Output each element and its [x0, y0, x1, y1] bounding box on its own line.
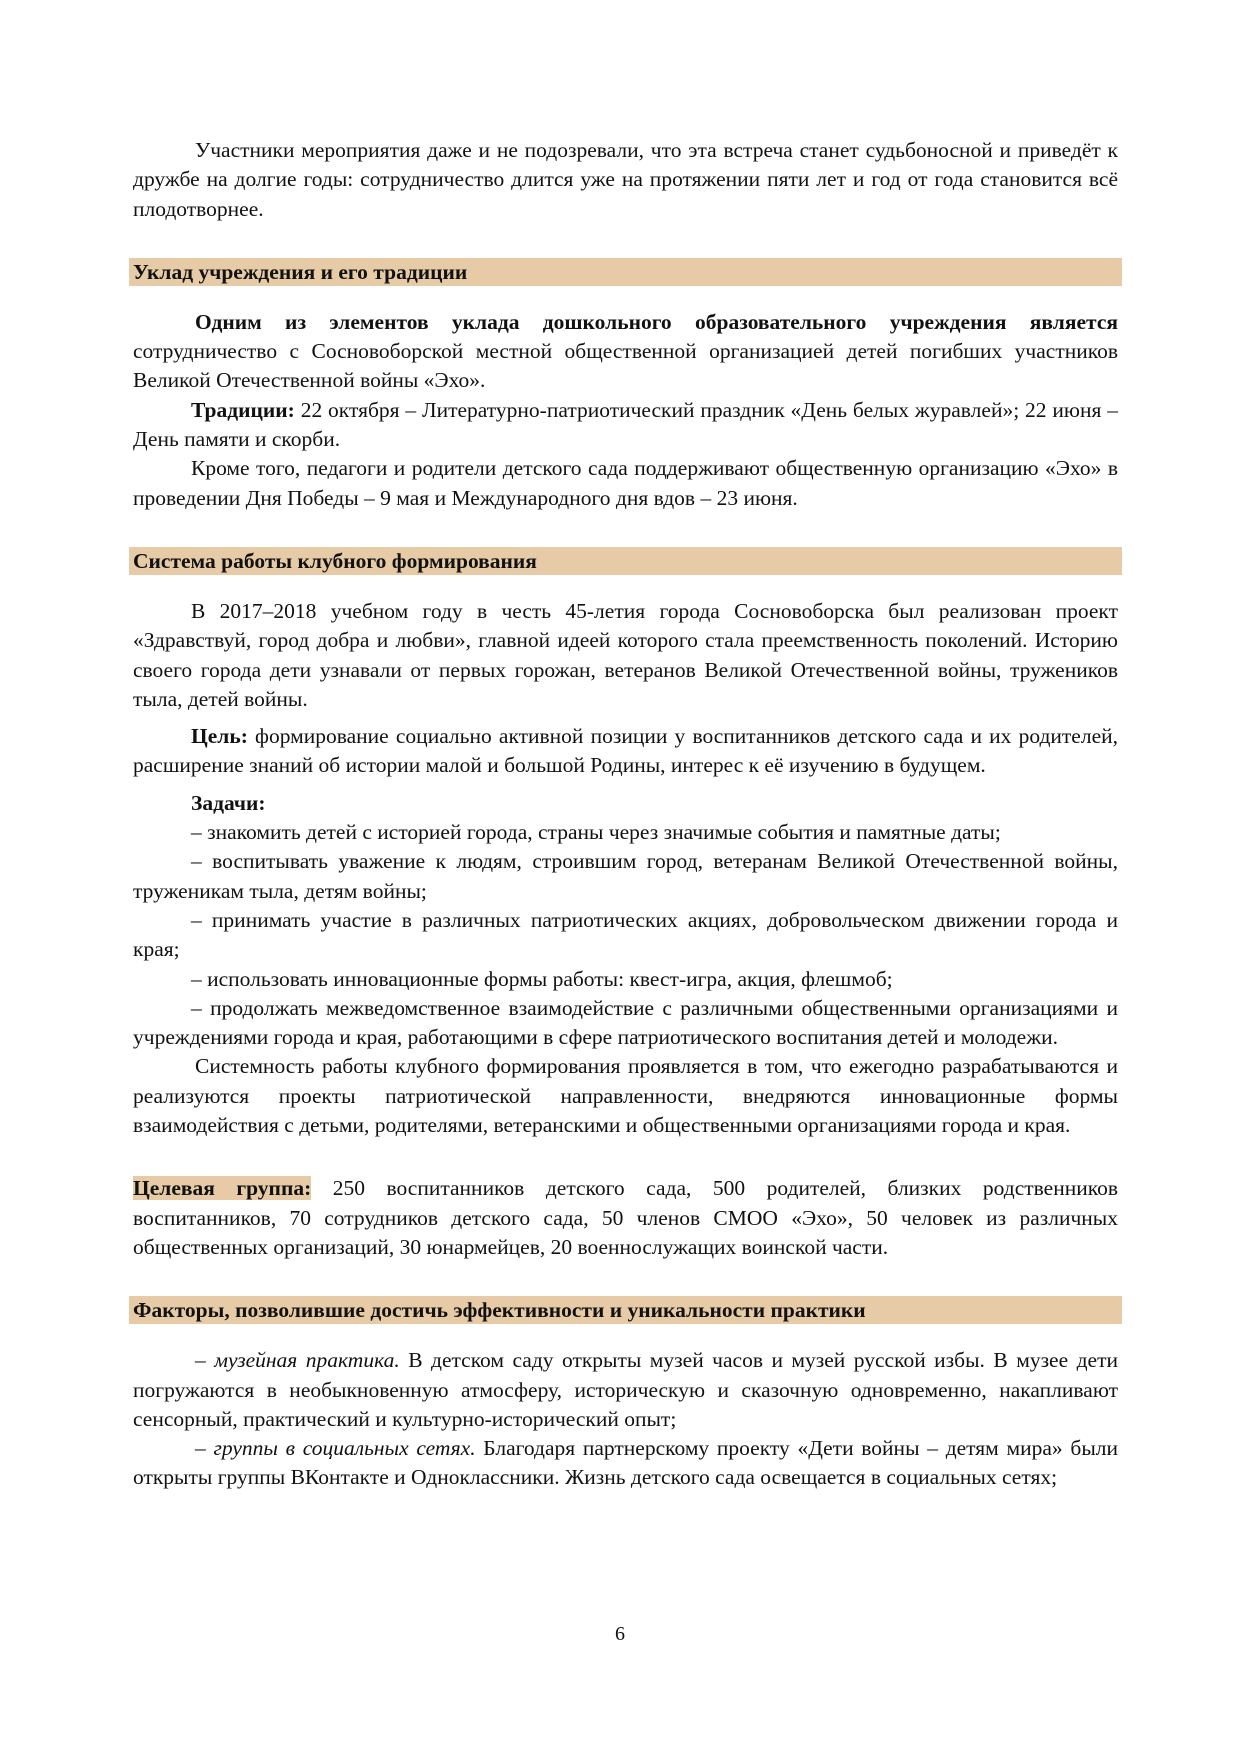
section-heading-club-system: Система работы клубного формирования	[129, 547, 1122, 575]
task-item: – использовать инновационные формы работы: квест-игра, акция, флешмоб;	[191, 966, 893, 991]
section-heading-traditions: Уклад учреждения и его традиции	[129, 258, 1122, 286]
paragraph-project: В 2017–2018 учебном году в честь 45-летия города Сосновоборска был реализован проект «Здравствуй, город добра и любви», главной идеей которого стала преемственность поколений. Историю своего города дети узнавали от первых горожан, ветеранов Великой Отечественной войны, тружеников тыла, детей войны.	[133, 598, 1118, 711]
factor-item	[133, 1434, 1118, 1493]
task-item: – принимать участие в различных патриотических акциях, добровольческом движении города и края;	[133, 907, 1118, 962]
dash: –	[195, 1348, 215, 1373]
page-number: 6	[615, 1623, 625, 1645]
factor-item	[133, 1346, 1118, 1434]
text: сотрудничество с Сосновоборской местной общественной организацией детей погибших участников Великой Отечественной войны «Эхо».	[133, 339, 1118, 393]
dash: –	[195, 1436, 214, 1461]
factor-title: группы в социальных сетях.	[213, 1436, 476, 1461]
paragraph-uklad	[133, 308, 1118, 396]
text: формирование социально активной позиции у воспитанников детского сада и их родителей, расширение знаний об истории малой и большой Родины, интерес к её изучению в будущем.	[133, 724, 1118, 778]
goal-label: Цель:	[191, 724, 248, 749]
intro-paragraph: Участники мероприятия даже и не подозревали, что эта встреча станет судьбоносной и приведёт к дружбе на долгие годы: сотрудничество длится уже на протяжении пяти лет и год от года становится всё плодотворнее.	[133, 138, 1118, 221]
target-group-label: Целевая группа:	[133, 1176, 312, 1201]
text: 22 октября – Литературно-патриотический праздник «День белых журавлей»; 22 июня – День памяти и скорби.	[133, 397, 1118, 452]
document-page	[133, 136, 1118, 1493]
tasks-label	[133, 789, 1118, 818]
section-heading-factors: Факторы, позволившие достичь эффективности и уникальности практики	[129, 1296, 1122, 1324]
bold-lead: Одним из элементов уклада дошкольного образовательного учреждения является	[195, 309, 1118, 334]
paragraph-system: Системность работы клубного формирования проявляется в том, что ежегодно разрабатываются и реализуются проекты патриотической направленности, внедряются инновационные формы взаимодействия с детьми, родителями, ветеранскими и общественными организациями города и края.	[133, 1054, 1118, 1138]
text: 250 воспитанников детского сада, 500 родителей, близких родственников воспитанников, 70 сотрудников детского сада, 50 членов СМОО «Эхо», 50 человек из различных общественных организаций, 30 юнармейцев, 20 военнослужащих воинской части.	[133, 1176, 1118, 1259]
text: В детском саду открыты музей часов и музей русской избы. В музее дети погружаются в необыкновенную атмосферу, историческую и сказочную одновременно, накапливают сенсорный, практический и культурно-исторический опыт;	[133, 1348, 1118, 1431]
task-item: – воспитывать уважение к людям, строившим город, ветеранам Великой Отечественной войны, труженикам тыла, детям войны;	[133, 849, 1118, 903]
paragraph-support: Кроме того, педагоги и родители детского сада поддерживают общественную организацию «Эхо» в проведении Дня Победы – 9 мая и Международного дня вдов – 23 июня.	[133, 456, 1118, 510]
task-item: – знакомить детей с историей города, страны через значимые события и памятные даты;	[191, 820, 1001, 845]
tasks-heading: Задачи:	[191, 790, 266, 815]
paragraph-goal	[133, 722, 1118, 781]
text: Благодаря партнерскому проекту «Дети войны – детям мира» были открыты группы ВКонтакте и Одноклассники. Жизнь детского сада освещается в социальных сетях;	[133, 1436, 1118, 1490]
task-item: – продолжать межведомственное взаимодействие с различными общественными организациями и учреждениями города и края, работающими в сфере патриотического воспитания детей и молодежи.	[133, 995, 1118, 1050]
factor-title: музейная практика.	[214, 1348, 400, 1373]
traditions-label: Традиции:	[191, 397, 295, 422]
paragraph-traditions	[133, 396, 1118, 455]
paragraph-target-group	[133, 1174, 1118, 1262]
